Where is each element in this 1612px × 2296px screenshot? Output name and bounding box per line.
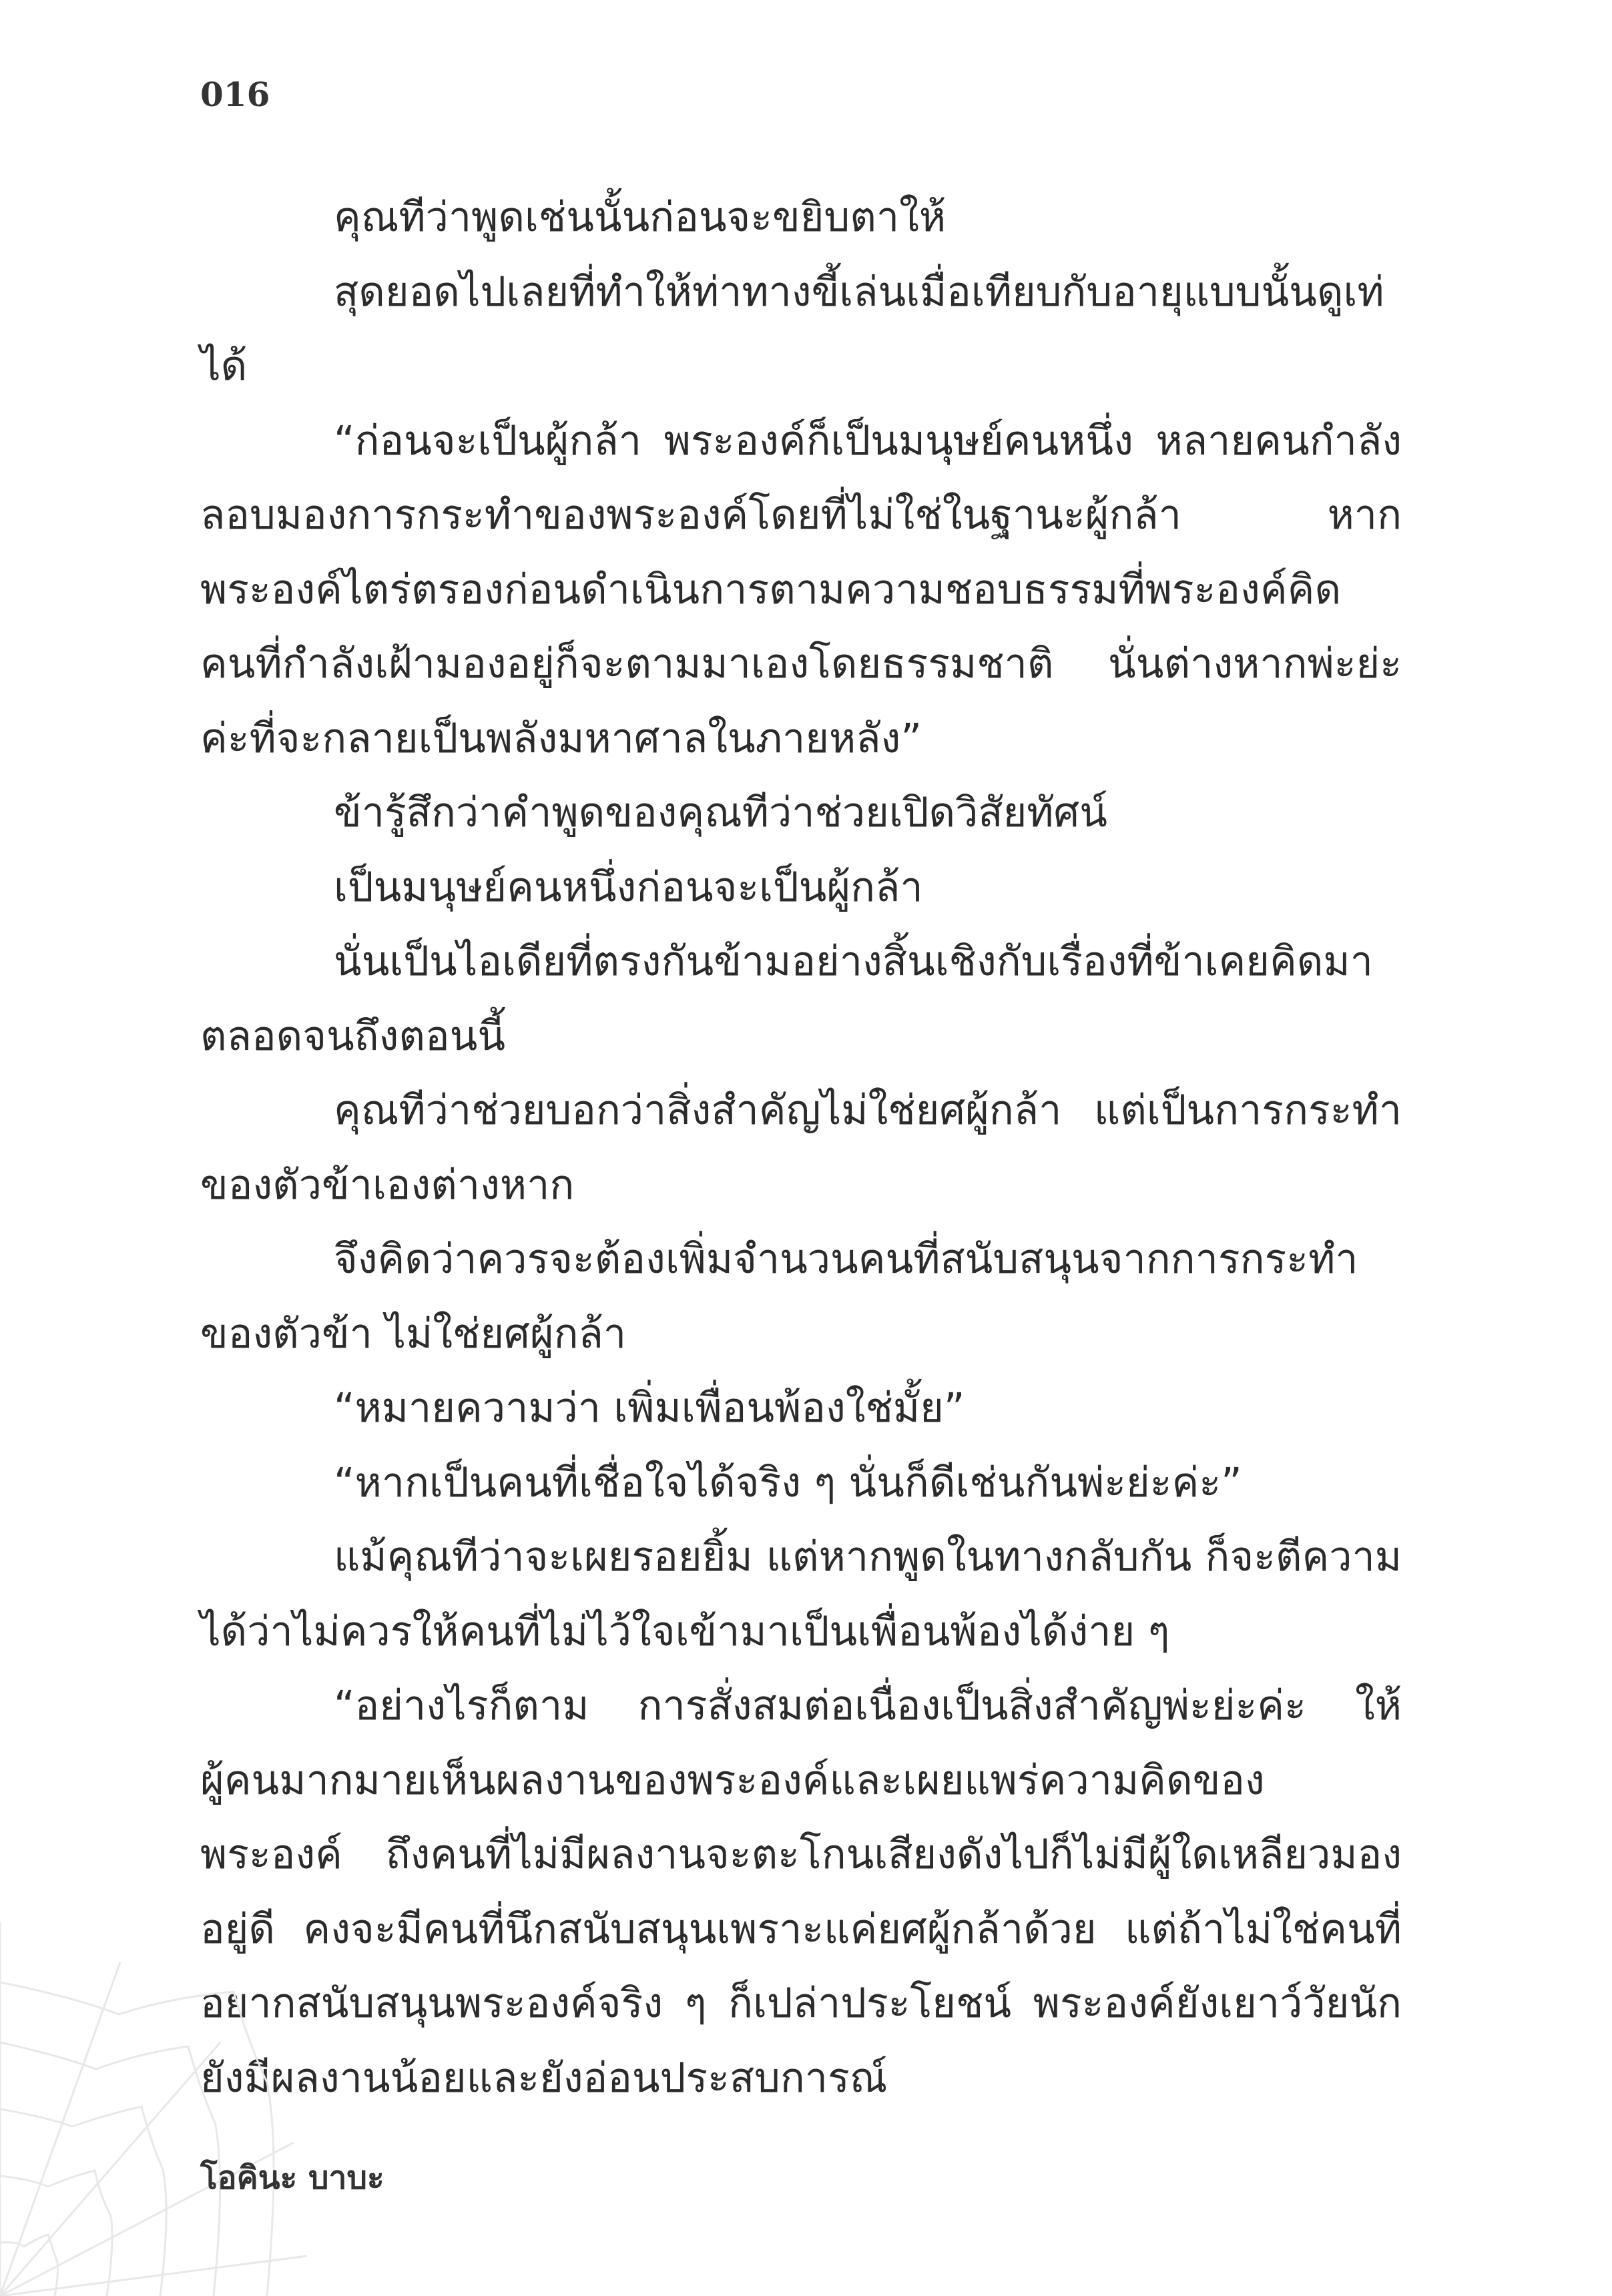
body-text: [200, 180, 1402, 2115]
paragraph: นั่นเป็นไอเดียที่ตรงกันข้ามอย่างสิ้นเชิงกับเรื่องที่ข้าเคยคิดมาตลอดจนถึงตอนนี้: [200, 938, 1373, 1060]
book-author: โอคินะ บาบะ: [200, 2159, 384, 2197]
paragraph: สุดยอดไปเลยที่ทำให้ท่าทางขี้เล่นเมื่อเทียบกับอายุแบบนั้นดูเท่ได้: [200, 268, 1384, 390]
paragraph: จึงคิดว่าควรจะต้องเพิ่มจำนวนคนที่สนับสนุนจากการกระทำของตัวข้า ไม่ใช่ยศผู้กล้า: [200, 1235, 1358, 1358]
paragraph: “หมายความว่า เพิ่มเพื่อนพ้องใช่มั้ย”: [334, 1384, 965, 1432]
paragraph: “อย่างไรก็ตาม การสั่งสมต่อเนื่องเป็นสิ่งสำคัญพ่ะย่ะค่ะ ให้ผู้คนมากมายเห็นผลงานของพระองค์และเผยแพร่ความคิดของพระองค์ ถึงคนที่ไม่มีผลงานจะตะโกนเสียงดังไปก็ไม่มีผู้ใดเหลียวมองอยู่ดี คงจะมีคนที่นึกสนับสนุนเพราะแค่ยศผู้กล้าด้วย แต่ถ้าไม่ใช่คนที่อยากสนับสนุนพระองค์จริง ๆ ก็เปล่าประโยชน์ พระองค์ยังเยาว์วัยนัก ยังมีผลงานน้อยและยังอ่อนประสบการณ์: [200, 1682, 1402, 2102]
paragraph: คุณทีว่าพูดเช่นนั้นก่อนจะขยิบตาให้: [334, 194, 947, 241]
paragraph: แม้คุณทีว่าจะเผยรอยยิ้ม แต่หากพูดในทางกลับกัน ก็จะตีความได้ว่าไม่ควรให้คนที่ไม่ไว้ใจเข้ามาเป็นเพื่อนพ้องได้ง่าย ๆ: [200, 1533, 1402, 1655]
page-number: 016: [200, 75, 270, 114]
spiderweb-decoration: [0, 1922, 307, 2296]
paragraph: ข้ารู้สึกว่าคำพูดของคุณทีว่าช่วยเปิดวิสัยทัศน์: [334, 789, 1107, 836]
paragraph: เป็นมนุษย์คนหนึ่งก่อนจะเป็นผู้กล้า: [334, 863, 923, 911]
paragraph: คุณทีว่าช่วยบอกว่าสิ่งสำคัญไม่ใช่ยศผู้กล้า แต่เป็นการกระทำของตัวข้าเองต่างหาก: [200, 1087, 1402, 1209]
paragraph: “หากเป็นคนที่เชื่อใจได้จริง ๆ นั่นก็ดีเช่นกันพ่ะย่ะค่ะ”: [334, 1458, 1242, 1506]
paragraph: “ก่อนจะเป็นผู้กล้า พระองค์ก็เป็นมนุษย์คนหนึ่ง หลายคนกำลังลอบมองการกระทำของพระองค์โดยที่ไม่ใช่ในฐานะผู้กล้า หากพระองค์ไตร่ตรองก่อนดำเนินการตามความชอบธรรมที่พระองค์คิด คนที่กำลังเฝ้ามองอยู่ก็จะตามมาเองโดยธรรมชาติ นั่นต่างหากพ่ะย่ะค่ะที่จะกลายเป็นพลังมหาศาลในภายหลัง”: [200, 416, 1402, 762]
